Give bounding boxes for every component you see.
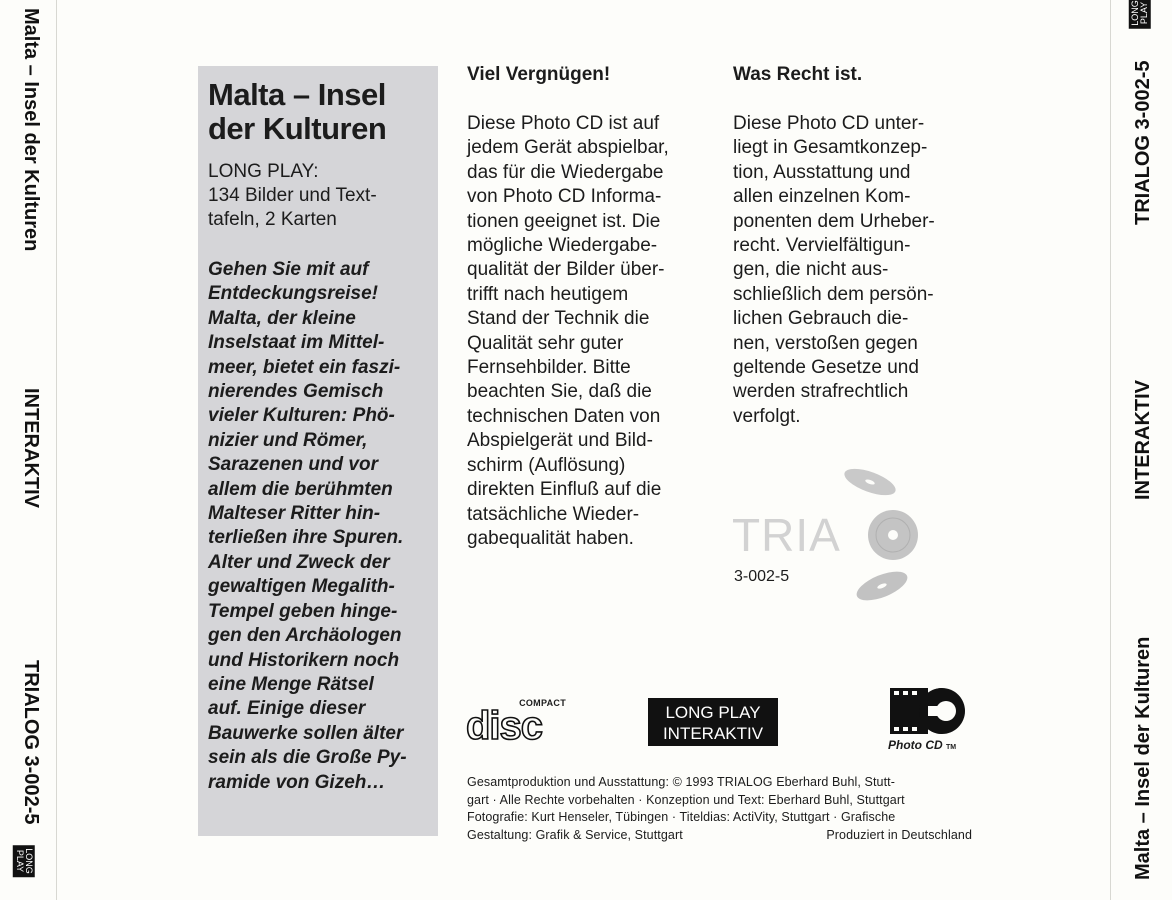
- column-1-line: mögliche Wiedergabe-: [467, 235, 658, 257]
- description-line: meer, bietet ein faszi-: [208, 356, 401, 378]
- column-1-line: Qualität sehr guter: [467, 332, 624, 354]
- left-spine-title: Malta – Insel der Kulturen: [20, 8, 42, 252]
- description-text: [208, 258, 436, 795]
- column-2-line: allen einzelnen Kom-: [733, 186, 911, 208]
- description-line: Bauwerke sollen älter: [208, 722, 404, 744]
- left-spine-label: INTERAKTIV: [20, 388, 42, 508]
- column-2-line: tion, Ausstattung und: [733, 161, 911, 183]
- column-1-line: jedem Gerät abspielbar,: [467, 137, 669, 159]
- column-2-line: ponenten dem Urheber-: [733, 210, 935, 232]
- long-play-info: LONG PLAY: 134 Bilder und Text- tafeln, 2 Karten: [208, 161, 377, 230]
- description-line: Entdeckungsreise!: [208, 283, 378, 305]
- description-line: eine Menge Rätsel: [208, 673, 374, 695]
- description-line: Malta, der kleine: [208, 307, 356, 329]
- description-line: Malteser Ritter hin-: [208, 503, 381, 525]
- description-line: und Historikern noch: [208, 649, 400, 671]
- description-line: gen den Archäologen: [208, 625, 402, 647]
- column-2-line: gen, die nicht aus-: [733, 259, 889, 281]
- description-line: allem die berühmten: [208, 478, 393, 500]
- column-1-line: beachten Sie, daß die: [467, 381, 652, 403]
- description-line: nierendes Gemisch: [208, 381, 384, 403]
- column-1-line: gabequalität haben.: [467, 527, 634, 549]
- description-line: gewaltigen Megalith-: [208, 576, 395, 598]
- column-1-line: Diese Photo CD ist auf: [467, 113, 660, 134]
- column-1-line: Stand der Technik die: [467, 308, 650, 330]
- column-1-line: von Photo CD Informa-: [467, 186, 662, 208]
- trialog-logo: TRIA: [732, 509, 841, 561]
- column-1-line: tatsächliche Wieder-: [467, 503, 640, 525]
- long-play-interaktiv-logo: LONG PLAY INTERAKTIV: [648, 698, 778, 746]
- flying-disc-icon: [840, 462, 900, 502]
- description-line: Tempel geben hinge-: [208, 600, 398, 622]
- description-line: vieler Kulturen: Phö-: [208, 405, 395, 427]
- column-1-line: Abspielgerät und Bild-: [467, 430, 653, 452]
- compact-disc-logo: COMPACT disc: [466, 698, 566, 748]
- description-line: sein als die Große Py-: [208, 747, 407, 769]
- description-line: terließen ihre Spuren.: [208, 527, 404, 549]
- left-spine: [0, 0, 55, 900]
- column-2-line: schließlich dem persön-: [733, 283, 934, 305]
- column-2-line: Diese Photo CD unter-: [733, 113, 925, 134]
- right-spine-label: INTERAKTIV: [1132, 380, 1154, 500]
- flying-disc-icon: [852, 566, 912, 606]
- description-line: Sarazenen und vor: [208, 454, 378, 476]
- column-2-line: nen, verstoßen gegen: [733, 332, 918, 354]
- left-spine-code: TRIALOG 3-002-5: [20, 660, 42, 825]
- column-1-line: Fernsehbilder. Bitte: [467, 357, 631, 379]
- column-2-line: verfolgt.: [733, 405, 801, 427]
- column-2-line: lichen Gebrauch die-: [733, 308, 909, 330]
- column-1-line: das für die Wiedergabe: [467, 161, 664, 183]
- right-spine: [1112, 0, 1172, 900]
- description-line: Alter und Zweck der: [208, 551, 390, 573]
- column-1-line: qualität der Bilder über-: [467, 259, 665, 281]
- column-1-line: direkten Einfluß auf die: [467, 479, 662, 501]
- column-2-line: geltende Gesetze und: [733, 357, 919, 379]
- column-1-line: schirm (Auflösung): [467, 454, 626, 476]
- description-line: nizier und Römer,: [208, 429, 368, 451]
- credits-text: Gesamtproduktion und Ausstattung: © 1993 TRIALOG Eberhard Buhl, Stutt- gart · Alle Rechte vorbehalten · Konzeption und Text: Eberhard Buhl, Stuttgart Fotografie: Kurt Henseler, Tübingen · Titeldias: ActiVity, Stuttgart · Grafische Gestaltung: Grafik & Service, Stuttgart Produziert in Deutschland: [467, 775, 972, 842]
- column-1-line: trifft nach heutigem: [467, 283, 629, 305]
- column-2-line: werden strafrechtlich: [733, 381, 909, 403]
- right-fold-line: [1110, 0, 1111, 900]
- disc-logo-icon: [866, 508, 920, 562]
- column-1-line: tionen geeignet ist. Die: [467, 210, 661, 232]
- column-1-line: technischen Daten von: [467, 405, 661, 427]
- left-spine-badge: LONG PLAY: [13, 845, 35, 877]
- description-line: Gehen Sie mit auf: [208, 259, 369, 280]
- right-spine-badge: LONG PLAY: [1129, 0, 1151, 29]
- catalog-number: 3-002-5: [734, 568, 790, 585]
- description-line: Inselstaat im Mittel-: [208, 332, 385, 354]
- heading-was-recht-ist: Was Recht ist.: [733, 64, 863, 85]
- description-line: ramide von Gizeh…: [208, 771, 386, 793]
- album-title: Malta – Insel der Kulturen: [208, 77, 387, 146]
- heading-viel-vergnuegen: Viel Vergnügen!: [467, 64, 611, 85]
- right-spine-title: Malta – Insel der Kulturen: [1132, 636, 1154, 880]
- column-2-line: liegt in Gesamtkonzep-: [733, 137, 928, 159]
- photo-cd-label: Photo CD TM: [888, 738, 957, 752]
- column-2-text: [733, 112, 935, 429]
- right-spine-code: TRIALOG 3-002-5: [1132, 60, 1154, 225]
- column-2-line: recht. Vervielfältigun-: [733, 235, 911, 257]
- column-1-text: [467, 112, 669, 551]
- left-fold-line: [56, 0, 57, 900]
- description-line: auf. Einige dieser: [208, 698, 366, 720]
